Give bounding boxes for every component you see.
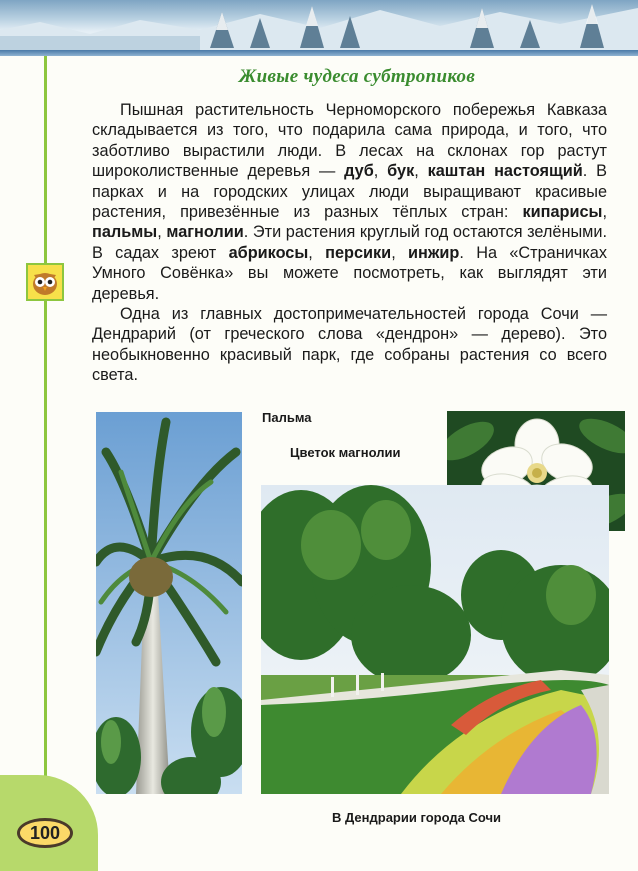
bold-term: инжир [408,243,460,262]
text-segment: , [414,162,428,181]
banner-stripe [0,50,638,56]
bold-term: каштан настоящий [427,162,583,181]
bold-term: кипарисы [522,203,603,222]
palm-photo [96,412,242,794]
bold-term: бук [387,162,415,181]
winter-forest-image [0,0,638,52]
bold-term: магнолии [166,223,244,242]
page-title: Живые чудеса субтропиков [238,66,476,87]
caption-magnolia: Цветок магнолии [290,445,401,460]
dendrarium-photo [261,485,609,794]
text-segment: , [602,203,607,222]
caption-palm: Пальма [262,410,312,425]
header-banner [0,0,638,52]
bold-term: персики [325,243,392,262]
text-segment: . Эти растения круглый год остаются зелёными. В садах зреют [92,223,607,262]
page-number: 100 [17,818,73,848]
body-text [92,100,607,386]
text-segment: , [308,243,326,262]
bold-term: абрикосы [228,243,309,262]
paragraph-2: Одна из главных достопримечательностей города Сочи — Дендрарий (от греческого слова «дендрон» — дерево). Это необыкновенно красивый парк, где собраны растения со всего света. [92,305,607,385]
text-segment: . В парках и на городских улицах люди выращивают красивые растения, привезённые из разных тёплых стран: [92,162,607,222]
text-segment: , [157,223,167,242]
owl-icon [26,263,64,301]
margin-line [44,56,47,816]
text-segment: Пышная растительность Черноморского побережья Кавказа складывается из того, что подарила сама природа, и того, что заботливо вырастили люди. В лесах на склонах гор растут широколиственные деревья — [92,101,607,181]
bold-term: пальмы [92,223,158,242]
bold-term: дуб [344,162,374,181]
caption-dendrarium: В Дендрарии города Сочи [332,810,501,825]
text-segment: , [373,162,388,181]
text-segment: , [391,243,409,262]
text-segment: . На «Страничках Умного Совёнка» вы можете посмотреть, как выглядят эти деревья. [92,243,607,303]
paragraph-1 [92,100,607,304]
